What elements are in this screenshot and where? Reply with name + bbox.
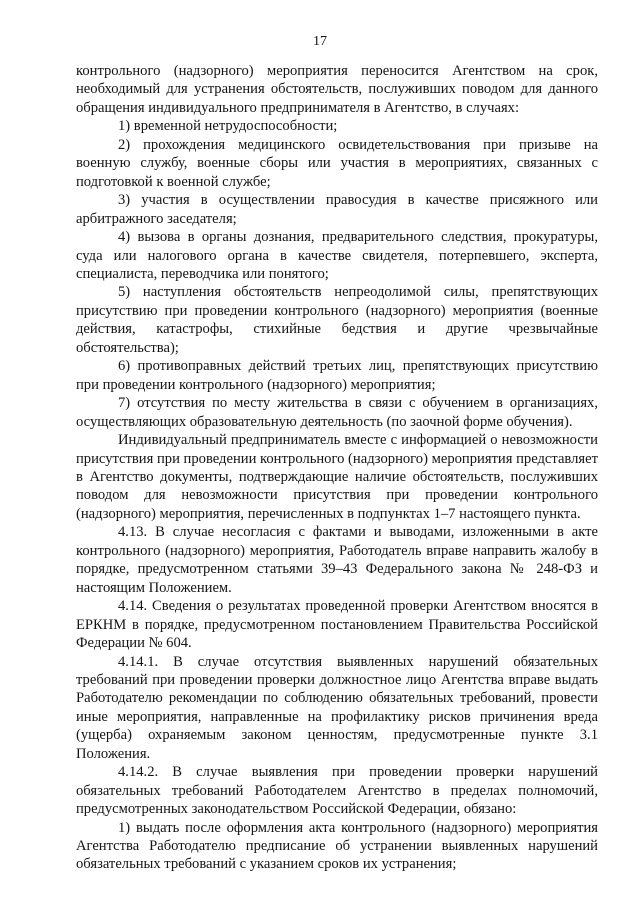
list-item-2: 2) прохождения медицинского освидетельствования при призыве на военную службу, военные сборы или участия в мероприятиях, связанных с подготовкой к военной службе; [76, 136, 598, 190]
clause-4-14-2-item-1: 1) выдать после оформления акта контрольного (надзорного) мероприятия Агентства Работодателю предписание об устранении выявленных нарушений обязательных требований с указанием сроков их устранения; [76, 819, 598, 873]
clause-4-14-2: 4.14.2. В случае выявления при проведении проверки нарушений обязательных требований Работодателем Агентство в пределах полномочий, предусмотренных законодательством Российской Федерации, обязано: [76, 764, 598, 818]
clause-4-14-1: 4.14.1. В случае отсутствия выявленных нарушений обязательных требований при проведении проверки должностное лицо Агентства вправе выдать Работодателю рекомендации по соблюдению обязательных требований, провести иные мероприятия, направленные на профилактику рисков причинения вреда (ущерба) охраняемым законом ценностям, предусмотренные пункте 3.1 Положения. [76, 653, 598, 762]
list-item-1: 1) временной нетрудоспособности; [118, 118, 338, 135]
list-item-7: 7) отсутствия по месту жительства в связи с обучением в организациях, осуществляющих образовательную деятельность (по заочной форме обучения). [76, 395, 598, 430]
clause-4-13: 4.13. В случае несогласия с фактами и выводами, изложенными в акте контрольного (надзорного) мероприятия, Работодатель вправе направить жалобу в порядке, предусмотренном статьями 39–43 Федерального закона № 248-ФЗ и настоящим Положением. [76, 524, 598, 596]
list-item-6: 6) противоправных действий третьих лиц, препятствующих присутствию при проведении контрольного (надзорного) мероприятия; [76, 358, 598, 393]
list-item-5: 5) наступления обстоятельств непреодолимой силы, препятствующих присутствию при проведении контрольного (надзорного) мероприятия (военные действия, катастрофы, стихийные бедствия и другие чрезвычайные обстоятельства); [76, 284, 598, 356]
document-body [76, 62, 598, 874]
list-item-4: 4) вызова в органы дознания, предварительного следствия, прокуратуры, суда или налогового органа в качестве свидетеля, потерпевшего, эксперта, специалиста, переводчика или понятого; [76, 229, 598, 282]
page-number: 17 [313, 34, 327, 49]
paragraph-continuation: контрольного (надзорного) мероприятия переносится Агентством на срок, необходимый для устранения обстоятельств, послуживших поводом для данного обращения индивидуального предпринимателя в Агентство, в случаях: [76, 63, 598, 116]
paragraph-entrepreneur-documents: Индивидуальный предприниматель вместе с информацией о невозможности присутствия при проведении контрольного (надзорного) мероприятия представляет в Агентство документы, подтверждающие наличие обстоятельств, послуживших поводом для невозможности присутствия при проведении контрольного (надзорного) мероприятия, перечисленных в подпунктах 1–7 настоящего пункта. [76, 432, 598, 522]
list-item-3: 3) участия в осуществлении правосудия в качестве присяжного или арбитражного заседателя; [76, 192, 598, 227]
clause-4-14: 4.14. Сведения о результатах проведенной проверки Агентством вносятся в ЕРКНМ в порядке, предусмотренном постановлением Правительства Российской Федерации № 604. [76, 598, 598, 652]
